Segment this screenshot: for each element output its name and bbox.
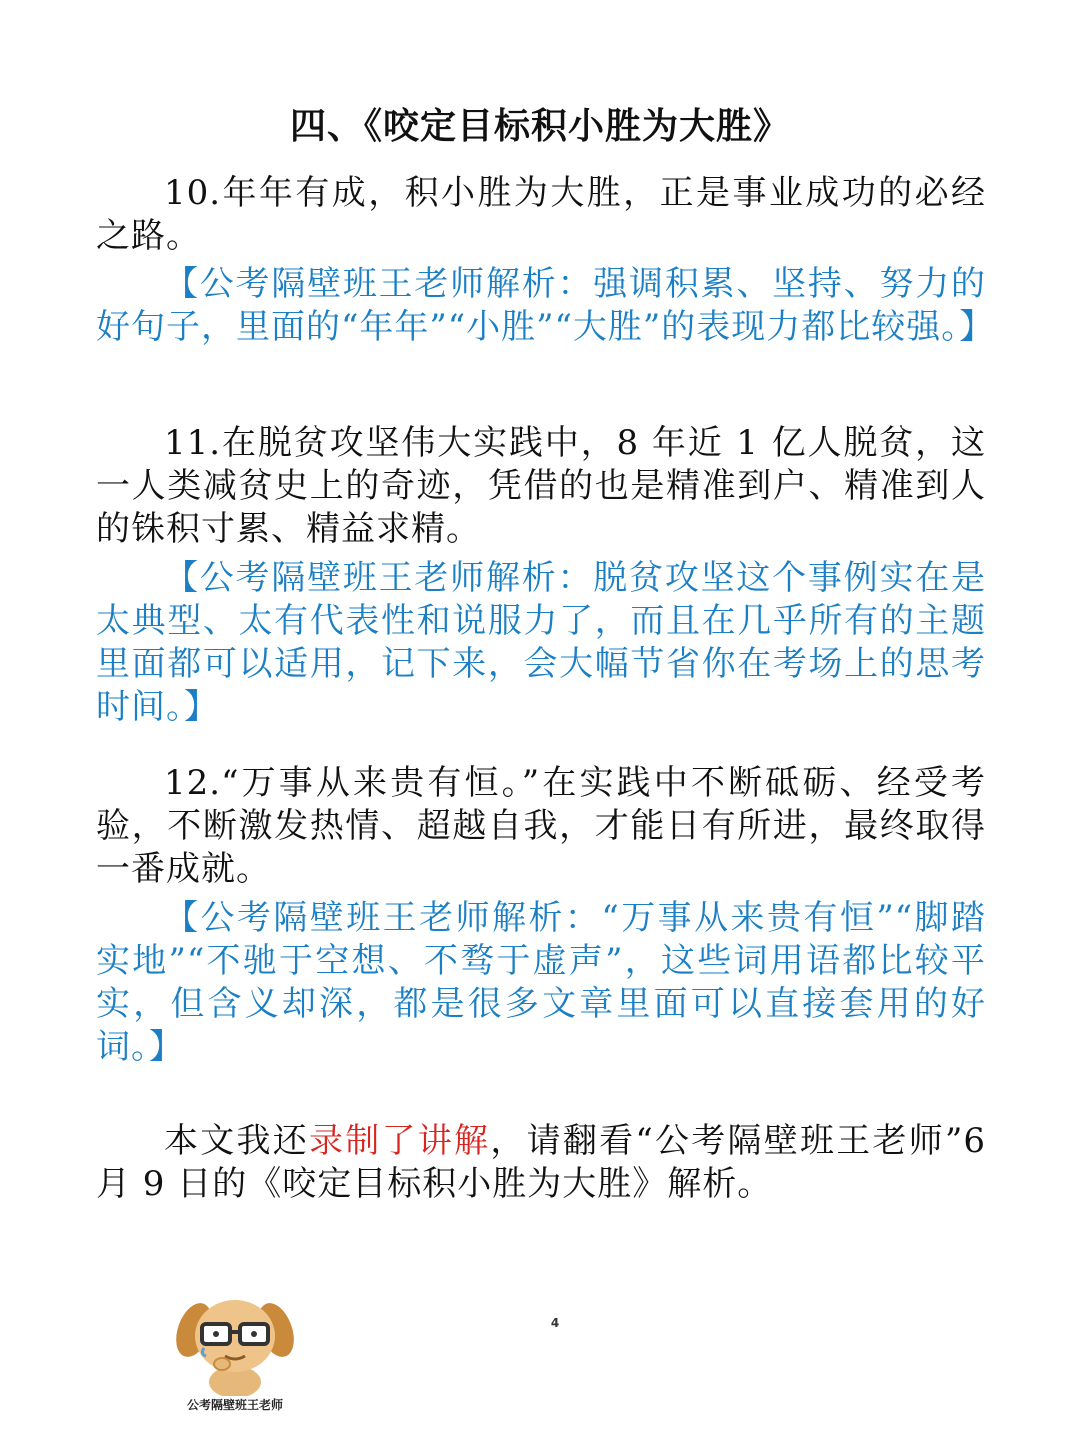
closing-after: ，请翻看“公考隔壁班王老师”6 月 9 日的《咬定目标积小胜为大胜》解析。 xyxy=(96,1121,987,1204)
dog-mascot-icon xyxy=(160,1290,310,1396)
logo-caption: 公考隔壁班王老师 xyxy=(186,1398,283,1412)
author-logo xyxy=(160,1290,310,1435)
closing-highlight: 录制了讲解 xyxy=(309,1121,491,1161)
item-11-text: 11.在脱贫攻坚伟大实践中，8 年近 1 亿人脱贫，这一人类减贫史上的奇迹，凭借的也是精准到户、精准到人的铢积寸累、精益求精。 xyxy=(96,423,986,549)
page-number: 4 xyxy=(550,1316,560,1330)
closing-note xyxy=(96,1120,986,1206)
item-10-text: 10.年年有成，积小胜为大胜，正是事业成功的必经之路。 xyxy=(96,173,986,256)
item-10-analysis: 【公考隔壁班王老师解析：强调积累、坚持、努力的好句子，里面的“年年”“小胜”“大胜”的表现力都比较强。】 xyxy=(96,264,995,347)
page-title: 四、《咬定目标积小胜为大胜》 xyxy=(289,106,790,147)
item-11-analysis: 【公考隔壁班王老师解析：脱贫攻坚这个事例实在是太典型、太有代表性和说服力了，而且在几乎所有的主题里面都可以适用，记下来，会大幅节省你在考场上的思考时间。】 xyxy=(96,558,986,727)
item-12-analysis: 【公考隔壁班王老师解析：“万事从来贵有恒”“脚踏实地”“不驰于空想、不骛于虚声”，这些词用语都比较平实，但含义却深，都是很多文章里面可以直接套用的好词。】 xyxy=(96,898,986,1067)
item-12-text: 12.“万事从来贵有恒。”在实践中不断砥砺、经受考验，不断激发热情、超越自我，才能日有所进，最终取得一番成就。 xyxy=(96,763,986,889)
closing-before: 本文我还 xyxy=(164,1121,310,1161)
